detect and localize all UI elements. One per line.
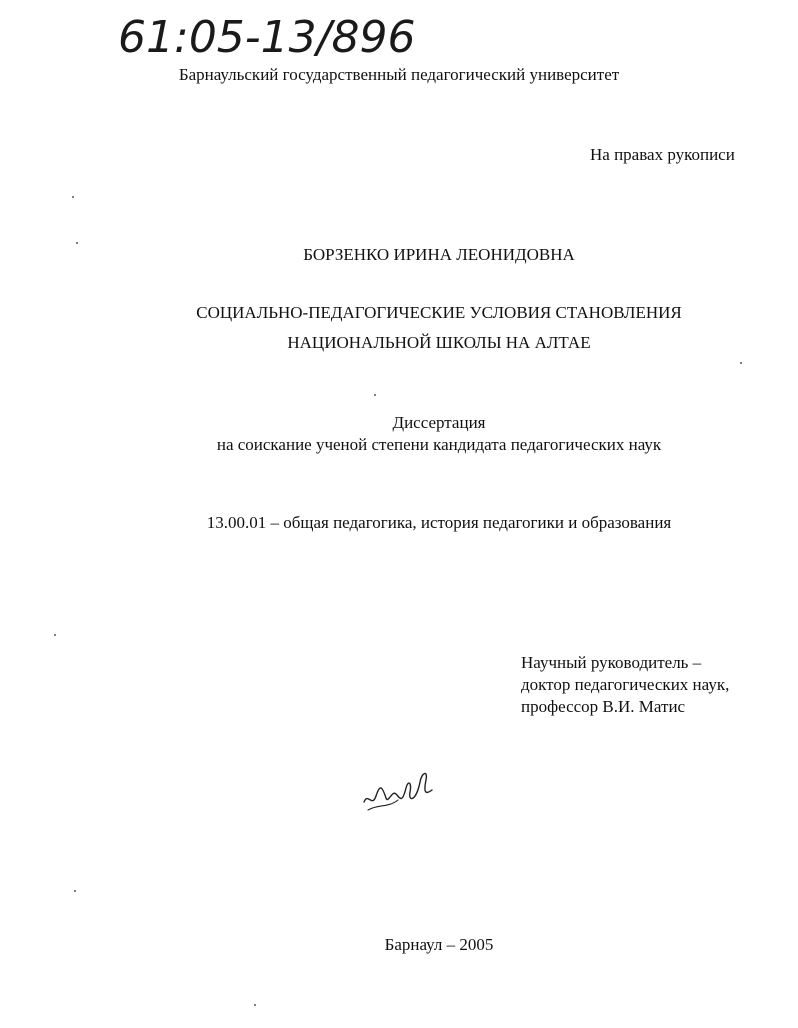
scan-speck: [374, 394, 376, 396]
handwritten-signature: [358, 752, 438, 822]
title-line-2: НАЦИОНАЛЬНОЙ ШКОЛЫ НА АЛТАЕ: [287, 333, 591, 352]
degree-line: на соискание ученой степени кандидата педагогических наук: [216, 435, 662, 454]
university-name: Барнаульский государственный педагогический университет: [178, 65, 620, 84]
title-line-1: СОЦИАЛЬНО-ПЕДАГОГИЧЕСКИЕ УСЛОВИЯ СТАНОВЛЕНИЯ: [196, 303, 682, 322]
scan-speck: [72, 196, 74, 198]
supervisor-line-2: доктор педагогических наук,: [521, 675, 730, 694]
scan-speck: [54, 634, 56, 636]
archive-number-text: 61:05-13/896: [118, 12, 416, 63]
manuscript-rights: На правах рукописи: [590, 145, 735, 164]
supervisor-line-3: профессор В.И. Матис: [521, 697, 686, 716]
scan-speck: [76, 242, 78, 244]
scan-speck: [740, 362, 742, 364]
work-type: Диссертация: [392, 413, 486, 432]
scan-speck: [74, 890, 76, 892]
supervisor-line-1: Научный руководитель –: [521, 653, 702, 672]
author-name: БОРЗЕНКО ИРИНА ЛЕОНИДОВНА: [303, 245, 575, 264]
scan-speck: [254, 1004, 256, 1006]
handwritten-archive-number: [118, 4, 498, 64]
specialty-line: 13.00.01 – общая педагогика, история педагогики и образования: [206, 513, 672, 532]
city-year: Барнаул – 2005: [384, 935, 494, 954]
